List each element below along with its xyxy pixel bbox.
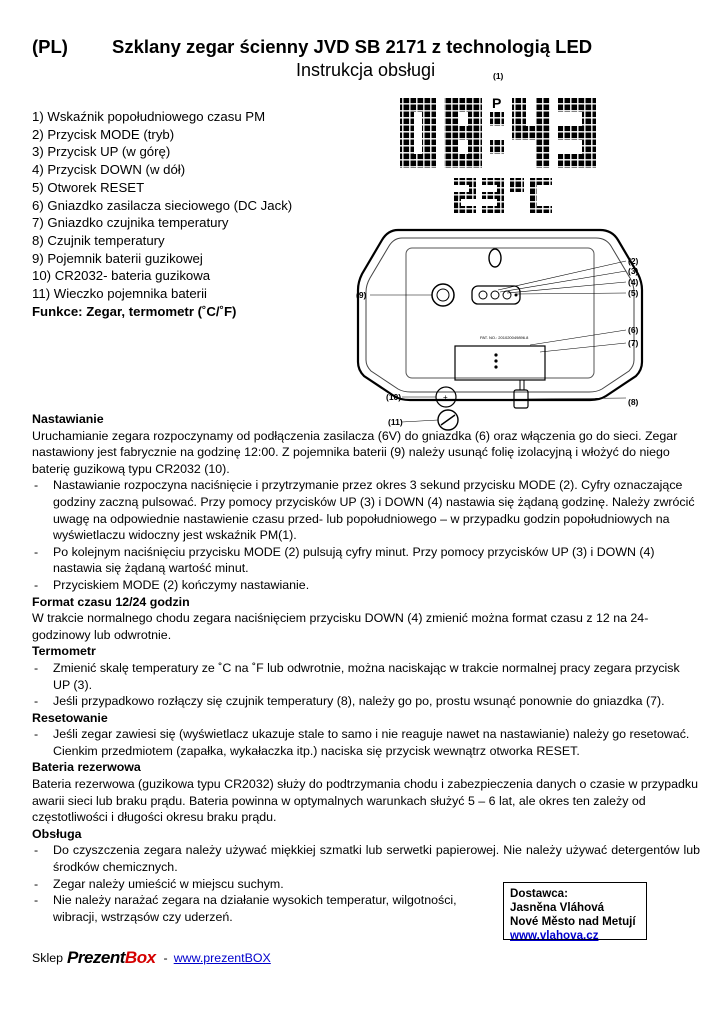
- list-item: - Do czyszczenia zegara należy używać miękkiej szmatki lub serwetki papierowej. Nie należy używać detergentów lub środków chemicznych.: [32, 842, 700, 875]
- hanging-hole: [489, 249, 501, 267]
- callout-2: (2): [628, 256, 639, 266]
- list-item: - Po kolejnym naciśnięciu przycisku MODE (2) pulsują cyfry minut. Przy pomocy przycisków UP (3) i DOWN (4) nastawia się żądaną wartość minut.: [32, 544, 700, 577]
- up-button: [491, 291, 499, 299]
- instructions-body: [32, 411, 700, 925]
- list-item: - Zmienić skalę temperatury ze ˚C na ˚F lub odwrotnie, można naciskając w trakcie normalnej pracy zegara przycisk UP (3).: [32, 660, 700, 693]
- list-item: - Nie należy narażać zegara na działanie wysokich temperatur, wilgotności, wibracji, wstrząsów czy uderzeń.: [32, 892, 473, 925]
- legend-item: 1) Wskaźnik popołudniowego czasu PM: [32, 109, 266, 124]
- led-temperature-display: [454, 178, 552, 213]
- shop-footer: [32, 948, 271, 968]
- clock-diagram: [340, 62, 650, 432]
- list-item: - Jeśli zegar zawiesi się (wyświetlacz ukazuje stale to samo i nie reaguje nawet na nastawianie) należy go resetować. Cienkim przedmiotem (zapałka, wykałaczka itp.) naciska się przycisk wewnątrz otworka RESET.: [32, 726, 700, 759]
- paragraph: Uruchamianie zegara rozpoczynamy od podłączenia zasilacza (6V) do gniazdka (6) oraz włączenia go do sieci. Zegar nastawiony jest fabrycznie na godzinę 12:00. Z pojemnika baterii (9) należy usunąć folię izolacyjną i włożyć do niego baterię guzikową typu CR2032 (10).: [32, 428, 678, 476]
- legend-item: 10) CR2032- bateria guzikowa: [32, 268, 211, 284]
- supplier-city: Nové Město nad Metují: [510, 915, 636, 928]
- legend-item: 2) Przycisk MODE (tryb): [32, 126, 175, 142]
- down-button: [503, 291, 511, 299]
- section-heading: Nastawianie: [32, 412, 104, 426]
- callout-6: (6): [628, 325, 639, 335]
- callout-8: (8): [628, 397, 639, 407]
- parts-legend: [32, 108, 292, 320]
- document-subtitle: Instrukcja obsługi: [296, 60, 436, 80]
- pm-indicator: P: [492, 95, 502, 111]
- legend-item: 3) Przycisk UP (w górę): [32, 144, 171, 160]
- paragraph: W trakcie normalnego chodu zegara naciśnięciem przycisku DOWN (4) zmienić można format czasu z 12 na 24-godzinowy lub odwrotnie.: [32, 611, 649, 642]
- section-heading: Termometr: [32, 644, 96, 659]
- paragraph: Bateria rezerwowa (guzikowa typu CR2032) służy do podtrzymania chodu i zabezpieczenia danych o czasie w przypadku awarii sieci lub braku prądu. Bateria powinna w optymalnych warunkach służyć 5 – 6 lat, ale okres ten zależy od częstotliwości i długości okresu braku prądu.: [32, 777, 698, 825]
- legend-item: 11) Wieczko pojemnika baterii: [32, 286, 207, 302]
- callout-10: (10): [386, 392, 402, 402]
- mode-button: [479, 291, 487, 299]
- legend-item: 4) Przycisk DOWN (w dół): [32, 162, 186, 178]
- section-heading: Resetowanie: [32, 710, 108, 725]
- shop-label: Sklep: [32, 951, 63, 965]
- back-panel: [406, 248, 594, 378]
- callout-7: (7): [628, 338, 639, 348]
- document-title: Szklany zegar ścienny JVD SB 2171 z technologią LED: [112, 36, 593, 57]
- legend-item: 8) Czujnik temperatury: [32, 232, 165, 248]
- callout-11: (11): [388, 417, 403, 427]
- legend-item: 9) Pojemnik baterii guzikowej: [32, 250, 203, 266]
- callout-5: (5): [628, 288, 639, 298]
- language-code: (PL): [32, 36, 68, 57]
- callout-1: (1): [493, 71, 504, 81]
- legend-item: 7) Gniazdko czujnika temperatury: [32, 215, 229, 231]
- callout-4: (4): [628, 277, 639, 287]
- shop-logo: PrezentBox: [67, 948, 156, 967]
- section-heading: Obsługa: [32, 826, 82, 841]
- shop-dash: -: [163, 951, 168, 965]
- battery-compartment: [432, 284, 454, 306]
- clock-housing-outline: [358, 230, 642, 400]
- supplier-box: [503, 882, 647, 940]
- functions-line: Funkce: Zegar, termometr (˚C/˚F): [32, 303, 237, 319]
- list-item: - Jeśli przypadkowo rozłączy się czujnik temperatury (8), należy go po, prostu wsunąć ponownie do gniazdka (7).: [32, 693, 700, 710]
- svg-text:+: +: [443, 393, 448, 402]
- section-heading: Bateria rezerwowa: [32, 760, 141, 775]
- patent-label: PAT. NO.: 201020049896.8: [480, 335, 529, 340]
- shop-link[interactable]: www.prezentBOX: [173, 951, 271, 965]
- jack-compartment: [455, 346, 545, 380]
- callout-9: (9): [356, 290, 367, 300]
- section-heading: Format czasu 12/24 godzin: [32, 594, 190, 609]
- list-item: - Zegar należy umieścić w miejscu suchym.: [32, 876, 493, 893]
- legend-item: 5) Otworek RESET: [32, 179, 145, 195]
- supplier-name: Jasněna Vláhová: [510, 901, 605, 914]
- supplier-link[interactable]: www.vlahova.cz: [510, 929, 599, 942]
- callout-3: (3): [628, 266, 639, 276]
- list-item: - Przyciskiem MODE (2) kończymy nastawianie.: [32, 577, 700, 594]
- list-item: - Nastawianie rozpoczyna naciśnięcie i przytrzymanie przez okres 3 sekund przycisku MODE (2). Cyfry oznaczające godziny zaczną pulsować. Przy pomocy przycisków UP (3) i DOWN (4) nastawia się żądaną godzinę. Należy zwrócić uwagę na odpowiednie nastawienie czasu przed- lub popołudniowego – w przypadku godzin popołudniowych na wyświetlaczu widoczny jest wskaźnik PM(1).: [32, 477, 700, 543]
- supplier-label: Dostawca:: [510, 887, 568, 900]
- legend-item: 6) Gniazdko zasilacza sieciowego (DC Jack): [32, 197, 293, 213]
